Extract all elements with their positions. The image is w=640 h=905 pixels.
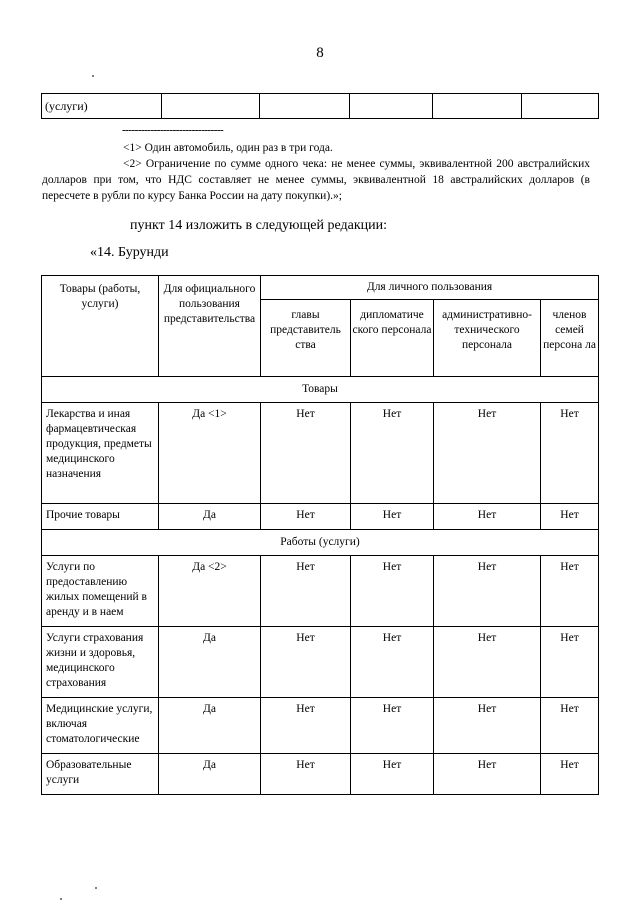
row-admin: Нет xyxy=(434,698,541,754)
row-heads: Нет xyxy=(261,627,351,698)
section-row xyxy=(42,530,599,556)
row-admin: Нет xyxy=(434,403,541,504)
row-admin: Нет xyxy=(434,627,541,698)
row-name: Прочие товары xyxy=(42,504,159,530)
header-heads: главы представитель ства xyxy=(261,300,351,377)
section-goods: Товары xyxy=(42,377,599,403)
section-works: Работы (услуги) xyxy=(42,530,599,556)
section-row xyxy=(42,377,599,403)
scan-speck xyxy=(60,898,62,900)
table-row xyxy=(42,403,599,504)
row-name: Услуги страхования жизни и здоровья, медицинского страхования xyxy=(42,627,159,698)
header-admin: административно- технического персонала xyxy=(434,300,541,377)
row-diplomatic: Нет xyxy=(351,504,434,530)
row-heads: Нет xyxy=(261,754,351,795)
row-heads: Нет xyxy=(261,556,351,627)
row-name: Лекарства и иная фармацевтическая продукция, предметы медицинского назначения xyxy=(42,403,159,504)
row-official: Да xyxy=(159,698,261,754)
row-official: Да xyxy=(159,504,261,530)
table-cell: (услуги) xyxy=(42,94,162,119)
header-diplomatic: дипломатиче ского персонала xyxy=(351,300,434,377)
row-name: Услуги по предоставлению жилых помещений в аренду и в наем xyxy=(42,556,159,627)
table-cell xyxy=(260,94,350,119)
row-family: Нет xyxy=(541,556,599,627)
scan-speck xyxy=(95,887,97,889)
page-number: 8 xyxy=(316,45,324,61)
amendment-instruction: пункт 14 изложить в следующей редакции: xyxy=(130,218,387,233)
table-cell xyxy=(433,94,522,119)
row-official: Да <1> xyxy=(159,403,261,504)
row-diplomatic: Нет xyxy=(351,403,434,504)
row-family: Нет xyxy=(541,754,599,795)
row-official: Да xyxy=(159,627,261,698)
privileges-table xyxy=(41,275,599,795)
table-row xyxy=(42,627,599,698)
row-admin: Нет xyxy=(434,754,541,795)
scan-speck xyxy=(92,75,94,77)
row-official: Да xyxy=(159,754,261,795)
table-row xyxy=(42,698,599,754)
row-diplomatic: Нет xyxy=(351,627,434,698)
footnote-separator: -------------------------------- xyxy=(122,124,224,136)
row-heads: Нет xyxy=(261,403,351,504)
footnote-1: <1> Один автомобиль, один раз в три года. xyxy=(123,142,333,154)
table-cell xyxy=(350,94,433,119)
header-family: членов семей персона ла xyxy=(541,300,599,377)
table-row xyxy=(42,94,599,119)
table-header-row xyxy=(42,276,599,300)
row-name: Медицинские услуги, включая стоматологические xyxy=(42,698,159,754)
table-row xyxy=(42,556,599,627)
row-family: Нет xyxy=(541,403,599,504)
footnote-2: <2> Ограничение по сумме одного чека: не менее суммы, эквивалентной 200 австралийских долларов при том, что НДС составляет не менее суммы, эквивалентной 18 австралийских долларов (в пересчете в рубли по курсу Банка России на дату покупки).»; xyxy=(42,158,590,202)
table-cell xyxy=(522,94,599,119)
header-goods: Товары (работы, услуги) xyxy=(42,276,159,377)
row-admin: Нет xyxy=(434,504,541,530)
section-heading: «14. Бурунди xyxy=(90,245,169,260)
row-official: Да <2> xyxy=(159,556,261,627)
row-family: Нет xyxy=(541,504,599,530)
row-heads: Нет xyxy=(261,504,351,530)
table-row xyxy=(42,754,599,795)
header-personal: Для личного пользования xyxy=(261,276,599,300)
previous-table-tail xyxy=(41,93,599,119)
table-cell xyxy=(162,94,260,119)
row-heads: Нет xyxy=(261,698,351,754)
row-diplomatic: Нет xyxy=(351,754,434,795)
row-family: Нет xyxy=(541,627,599,698)
row-diplomatic: Нет xyxy=(351,698,434,754)
table-row xyxy=(42,504,599,530)
row-name: Образовательные услуги xyxy=(42,754,159,795)
row-admin: Нет xyxy=(434,556,541,627)
row-family: Нет xyxy=(541,698,599,754)
header-official: Для официального пользования представительства xyxy=(159,276,261,377)
row-diplomatic: Нет xyxy=(351,556,434,627)
